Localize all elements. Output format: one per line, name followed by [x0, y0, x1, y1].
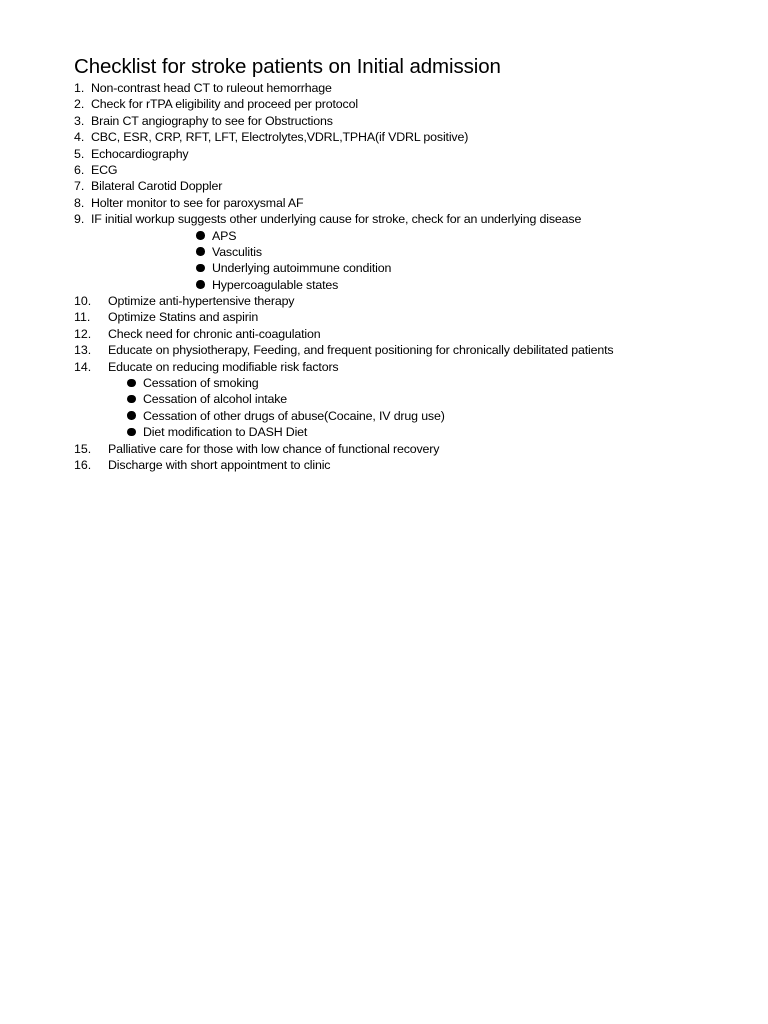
sub-list-item — [74, 260, 754, 276]
item-text: ECG — [91, 162, 118, 177]
item-text: Educate on physiotherapy, Feeding, and frequent positioning for chronically debilitated patients — [108, 343, 614, 358]
list-item — [74, 359, 754, 375]
bullet-icon — [127, 428, 136, 437]
item-number: 4. — [74, 130, 85, 145]
item-text: IF initial workup suggests other underlying cause for stroke, check for an underlying disease — [91, 212, 582, 227]
list-item — [74, 293, 754, 309]
bullet-icon — [196, 264, 205, 273]
bullet-icon — [127, 379, 136, 388]
sub-list-item — [74, 228, 754, 244]
list-item — [74, 309, 754, 325]
item-text: Palliative care for those with low chance of functional recovery — [108, 441, 440, 456]
sub-list-item — [74, 277, 754, 293]
item-number: 11. — [74, 310, 91, 325]
sub-list-item — [74, 391, 754, 407]
bullet-icon — [127, 411, 136, 420]
item-number: 8. — [74, 195, 85, 210]
item-text: Optimize anti-hypertensive therapy — [108, 294, 295, 309]
item-number: 12. — [74, 326, 92, 341]
item-text: Echocardiography — [91, 146, 189, 161]
item-text: Optimize Statins and aspirin — [108, 310, 259, 325]
item-text: Brain CT angiography to see for Obstructions — [91, 113, 333, 128]
sub-list-item — [74, 424, 754, 440]
item-number: 9. — [74, 212, 85, 227]
sub-item-text: Cessation of other drugs of abuse(Cocaine, IV drug use) — [143, 408, 445, 423]
item-text: Check need for chronic anti-coagulation — [108, 326, 321, 341]
item-number: 7. — [74, 179, 85, 194]
item-text: Check for rTPA eligibility and proceed per protocol — [91, 97, 358, 112]
sub-item-text: Vasculitis — [212, 244, 262, 259]
sub-item-text: Cessation of smoking — [143, 376, 259, 391]
checklist — [74, 80, 754, 473]
sub-item-text: Underlying autoimmune condition — [212, 261, 392, 276]
item-text: Bilateral Carotid Doppler — [91, 179, 223, 194]
list-item — [74, 178, 754, 194]
sub-list-item — [74, 408, 754, 424]
sub-list-item — [74, 375, 754, 391]
bullet-icon — [196, 247, 205, 256]
item-number: 16. — [74, 457, 92, 472]
list-item — [74, 441, 754, 457]
list-item — [74, 80, 754, 96]
sub-list-item — [74, 244, 754, 260]
sub-item-text: Diet modification to DASH Diet — [143, 425, 308, 440]
list-item — [74, 326, 754, 342]
bullet-icon — [127, 395, 136, 404]
item-number: 1. — [74, 81, 85, 95]
list-item — [74, 342, 754, 358]
item-number: 13. — [74, 343, 92, 358]
sub-item-text: Cessation of alcohol intake — [143, 392, 288, 407]
item-number: 5. — [74, 146, 85, 161]
list-item — [74, 195, 754, 211]
item-number: 10. — [74, 294, 92, 309]
list-item — [74, 96, 754, 112]
list-item — [74, 162, 754, 178]
document-title: Checklist for stroke patients on Initial admission — [74, 55, 501, 78]
list-item — [74, 211, 754, 227]
item-number: 2. — [74, 97, 85, 112]
item-text: Holter monitor to see for paroxysmal AF — [91, 195, 304, 210]
list-item — [74, 146, 754, 162]
list-item — [74, 129, 754, 145]
list-item — [74, 113, 754, 129]
item-number: 14. — [74, 359, 92, 374]
bullet-icon — [196, 280, 205, 289]
item-text: CBC, ESR, CRP, RFT, LFT, Electrolytes,VDRL,TPHA(if VDRL positive) — [91, 130, 469, 145]
item-number: 15. — [74, 441, 92, 456]
item-text: Educate on reducing modifiable risk factors — [108, 359, 339, 374]
bullet-icon — [196, 231, 205, 240]
item-number: 3. — [74, 113, 85, 128]
sub-item-text: Hypercoagulable states — [212, 277, 339, 292]
sub-item-text: APS — [212, 228, 237, 243]
item-number: 6. — [74, 162, 85, 177]
item-text: Discharge with short appointment to clinic — [108, 457, 331, 472]
list-item — [74, 457, 754, 473]
item-text: Non-contrast head CT to ruleout hemorrhage — [91, 81, 332, 95]
